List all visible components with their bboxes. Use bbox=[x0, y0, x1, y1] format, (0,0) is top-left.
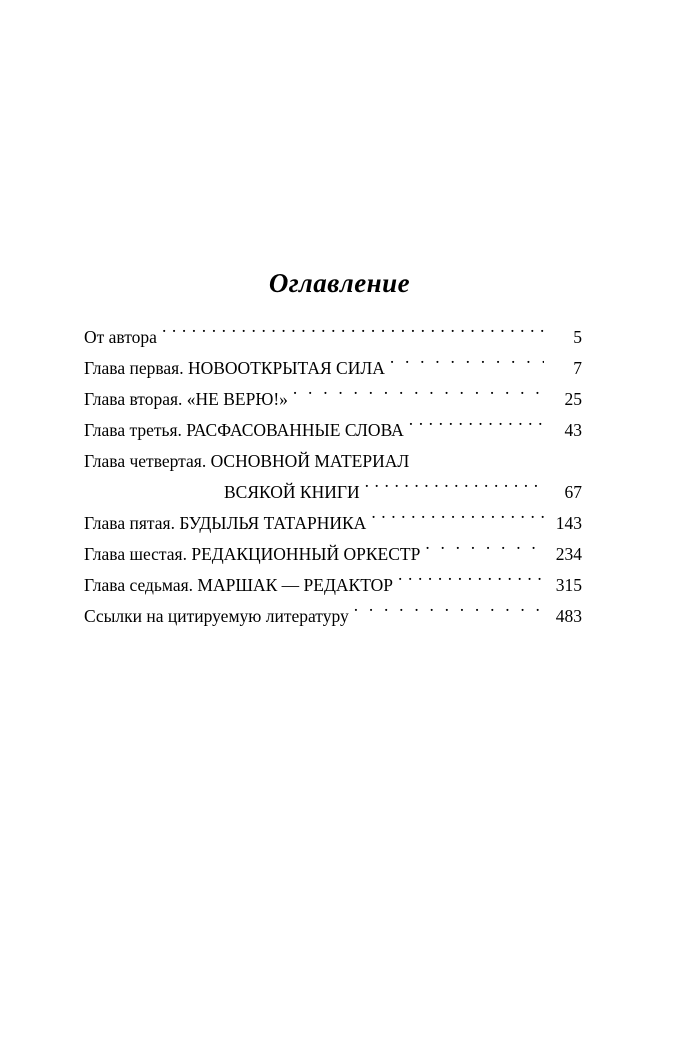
toc-entry[interactable] bbox=[84, 353, 582, 384]
page-title: Оглавление bbox=[268, 268, 411, 298]
toc-entry-label: Глава шестая. РЕДАКЦИОННЫЙ ОРКЕСТР bbox=[84, 544, 421, 564]
toc-entry-page: 143 bbox=[555, 513, 582, 533]
toc-entry[interactable] bbox=[84, 508, 582, 539]
toc-entry-page: 25 bbox=[564, 389, 582, 409]
dot-leader bbox=[293, 388, 544, 406]
toc-entry-label: Глава третья. РАСФАСОВАННЫЕ СЛОВА bbox=[84, 420, 404, 440]
toc-entry[interactable] bbox=[84, 539, 582, 570]
toc-entry-page: 234 bbox=[555, 544, 582, 564]
toc-entry[interactable] bbox=[84, 415, 582, 446]
toc-entry[interactable] bbox=[84, 322, 582, 353]
toc-entry-page: 67 bbox=[564, 482, 582, 502]
toc-entry-label: Глава седьмая. МАРШАК — РЕДАКТОР bbox=[84, 575, 394, 595]
dot-leader bbox=[398, 574, 544, 592]
toc-entry-page: 7 bbox=[573, 358, 582, 378]
dot-leader bbox=[371, 512, 544, 530]
table-of-contents bbox=[84, 322, 582, 632]
toc-entry-label-continued: ВСЯКОЙ КНИГИ bbox=[224, 482, 360, 502]
toc-entry-page: 5 bbox=[573, 327, 582, 347]
toc-entry[interactable] bbox=[84, 446, 582, 508]
dot-leader bbox=[354, 605, 544, 623]
toc-entry-page: 483 bbox=[555, 606, 582, 626]
toc-entry[interactable] bbox=[84, 384, 582, 415]
toc-entry-page: 315 bbox=[555, 575, 582, 595]
toc-entry-label: Глава вторая. «НЕ ВЕРЮ!» bbox=[84, 389, 288, 409]
toc-entry-page: 43 bbox=[564, 420, 582, 440]
toc-entry-label: Глава первая. НОВООТКРЫТАЯ СИЛА bbox=[84, 358, 385, 378]
dot-leader bbox=[390, 357, 544, 375]
toc-entry[interactable] bbox=[84, 601, 582, 632]
toc-entry-label: Глава пятая. БУДЫЛЬЯ ТАТАРНИКА bbox=[84, 513, 367, 533]
toc-entry-label: Ссылки на цитируемую литературу bbox=[84, 606, 349, 626]
toc-entry-label: Глава четвертая. ОСНОВНОЙ МАТЕРИАЛ bbox=[84, 451, 410, 471]
dot-leader bbox=[365, 481, 544, 499]
dot-leader bbox=[162, 326, 544, 344]
toc-entry-label: От автора bbox=[84, 327, 157, 347]
toc-entry[interactable] bbox=[84, 570, 582, 601]
dot-leader bbox=[425, 543, 544, 561]
dot-leader bbox=[409, 419, 544, 437]
